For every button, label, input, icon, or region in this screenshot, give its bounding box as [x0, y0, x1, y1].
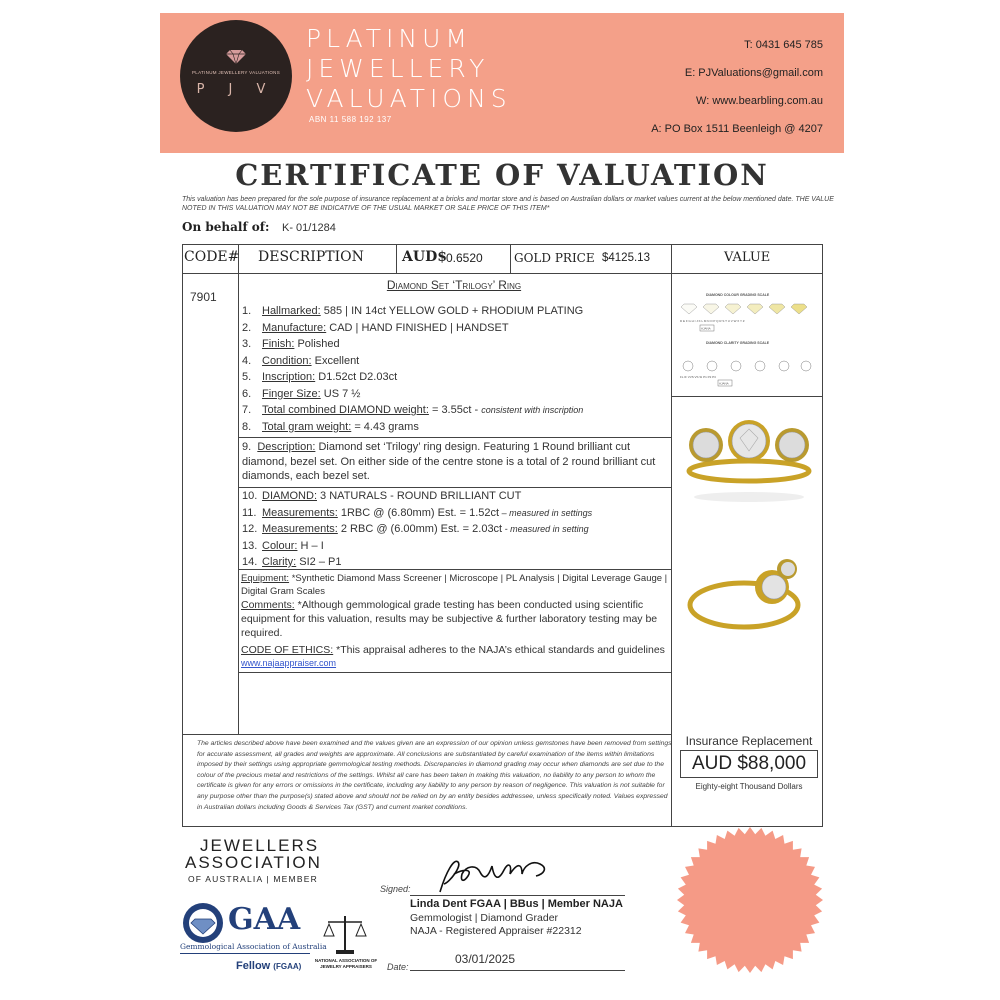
spec-item: 5. Inscription: D1.52ct D2.03ct — [242, 371, 398, 383]
comments-note: Comments: *Although gemmological grade testing has been conducted using scientific equipment for this valuation, results may be subjective & further laboratory testing may be required. — [241, 599, 658, 639]
table-divider — [182, 273, 823, 274]
signer-name: Linda Dent FGAA | BBus | Member NAJA — [410, 898, 623, 910]
brand-line: VALUATIONS — [306, 84, 512, 113]
brand-name — [306, 24, 512, 114]
logo-text: PLATINUM JEWELLERY VALUATIONS — [191, 70, 281, 75]
table-divider — [396, 244, 397, 274]
footnote-text: The articles described above have been examined and the values given are an expression of our opinion unless gemstones have been removed from settings for accurate assessment, all grades and weights are approximate. All conclusions are substantiated by careful examination of the items within limitations imposed by their settings using appropriate gemmological testing methods. Discrepancies in diamond grading may occur when diamonds are set due to the colour of the precious metal and restrictions of the settings. Whilst all care has been taken in making this valuation, no liability to any person to whom the certificate is given for any errors or omissions in the certificate, including any liability to any person by reason of negligence. This valuation is not suitable for any purpose other than the purpose(s) stated above and should not be relied on by an entity besides addressee, unless specifically noted. Values expressed in Australian dollars including Goods & Services Tax (GST) and current market conditions. — [197, 740, 672, 811]
col-description: DESCRIPTION — [258, 249, 364, 265]
brand-line: JEWELLERY — [306, 54, 490, 83]
abn-number: ABN 11 588 192 137 — [309, 115, 392, 124]
gaa-divider — [180, 953, 310, 954]
gaa-emblem-icon — [182, 902, 224, 944]
ring-side-image — [684, 545, 814, 645]
signature-image — [432, 852, 562, 896]
col-gold-label: GOLD PRICE — [514, 251, 595, 265]
disclaimer-text: This valuation has been prepared for the sole purpose of insurance replacement at a bricks and mortar store and is based on Australian dollars or market values current at the below mentioned date. THE VALUE NOTED IN THIS VALUATION MAY NOT BE INDICATIVE OF THE USUAL MARKET OR SALE PRICE OF THIS ITEM* — [182, 196, 834, 212]
page-title: CERTIFICATE OF VALUATION — [235, 158, 769, 192]
description-item: 9. Description: Diamond set ‘Trilogy’ ring design. Featuring 1 Round brilliant cut diamond, bezel set. On either side of the centre stone is a total of 2 round brilliant cut diamonds, each bezel set. — [242, 441, 656, 482]
table-divider — [238, 569, 671, 570]
spec-item: 13. Colour: H – I — [242, 539, 324, 552]
diamond-icon — [226, 50, 246, 64]
clarity-grades: FL IF VVS VS SI P1 P2 P3 — [680, 375, 716, 379]
gaa-fellow: Fellow (FGAA) — [236, 960, 302, 972]
contact-address: A: PO Box 1511 Beenleigh @ 4207 — [651, 123, 823, 135]
seal-sticker — [676, 826, 824, 974]
spec-item: 12. Measurements: 2 RBC @ (6.00mm) Est. = 2.03ct - measured in setting — [242, 523, 589, 535]
ja-logo-line: ASSOCIATION — [185, 853, 322, 872]
table-divider — [671, 396, 823, 397]
col-aud-value: 0.6520 — [446, 251, 483, 265]
on-behalf-label: On behalf of: — [182, 220, 270, 234]
spec-item: 3. Finish: Polished — [242, 338, 340, 350]
spec-item: 1. Hallmarked: 585 | IN 14ct YELLOW GOLD + RHODIUM PLATING — [242, 305, 584, 317]
date-value: 03/01/2025 — [454, 952, 516, 966]
signer-registration: NAJA - Registered Appraiser #22312 — [410, 925, 582, 937]
table-divider — [510, 244, 511, 274]
insurance-words: Eighty-eight Thousand Dollars — [695, 782, 803, 791]
ethics-note: CODE OF ETHICS: *This appraisal adheres to the NAJA’s ethical standards and guidelines — [241, 644, 665, 656]
col-code: CODE# — [184, 249, 240, 265]
logo-initials: P J V — [196, 82, 276, 97]
spec-item: 7. Total combined DIAMOND weight: = 3.55ct - consistent with inscription — [242, 404, 584, 416]
contact-phone: T: 0431 645 785 — [744, 39, 823, 51]
gaa-logo-text: GAA — [228, 902, 301, 937]
colour-scale-title: DIAMOND COLOUR GRADING SCALE — [706, 293, 770, 297]
equipment-note: Equipment: *Synthetic Diamond Mass Screener | Microscope | PL Analysis | Digital Leverage Gauge | Digital Gram Scales — [241, 573, 668, 597]
clarity-scale-circles — [683, 361, 811, 371]
spec-item: 10. DIAMOND: 3 NATURALS - ROUND BRILLIANT CUT — [242, 490, 522, 502]
spec-item: 14. Clarity: SI2 – P1 — [242, 556, 342, 568]
item-code: 7901 — [190, 290, 217, 304]
on-behalf-value: K- 01/1284 — [282, 222, 336, 234]
spec-item: 2. Manufacture: CAD | HAND FINISHED | HANDSET — [242, 321, 509, 334]
col-value: VALUE — [724, 250, 771, 265]
ja-logo-line: JEWELLERS — [200, 836, 320, 855]
signed-label: Signed: — [380, 884, 411, 894]
colour-grades: D E F G H I J K L M N O P Q R S T U V W X Y Z — [680, 319, 745, 323]
table-divider — [238, 672, 671, 673]
date-line — [410, 970, 625, 971]
spec-item: 11. Measurements: 1RBC @ (6.80mm) Est. = 1.52ct – measured in settings — [242, 506, 593, 519]
grading-chart — [676, 282, 818, 392]
date-label: Date: — [387, 962, 409, 972]
signature-line — [410, 895, 625, 896]
table-divider — [238, 487, 671, 488]
table-divider — [238, 437, 671, 438]
signer-role: Gemmologist | Diamond Grader — [410, 912, 559, 924]
table-divider — [238, 244, 239, 735]
naja-scales-icon — [322, 912, 368, 956]
naja-link[interactable]: www.najaappraiser.com — [241, 658, 337, 668]
contact-email[interactable]: E: PJValuations@gmail.com — [684, 67, 823, 79]
brand-line: PLATINUM — [306, 24, 472, 53]
gaa-full-name: Gemmological Association of Australia — [180, 942, 327, 951]
spec-item: 6. Finger Size: US 7 ½ — [242, 387, 361, 400]
naja-logo-text: NATIONAL ASSOCIATION OF JEWELRY APPRAISERS — [314, 958, 378, 969]
clarity-scale-title: DIAMOND CLARITY GRADING SCALE — [706, 341, 770, 345]
insurance-amount: AUD $88,000 — [680, 750, 818, 778]
ja-logo-line: OF AUSTRALIA | MEMBER — [188, 874, 318, 884]
contact-web[interactable]: W: www.bearbling.com.au — [696, 95, 823, 107]
ring-front-image — [684, 405, 814, 505]
item-title: Diamond Set ‘Trilogy’ Ring — [386, 278, 522, 292]
col-gold-value: $4125.13 — [602, 252, 650, 264]
grade-marker-text: AJANA — [701, 326, 711, 331]
colour-scale-diamonds — [681, 304, 807, 314]
col-aud-label: AUD$ — [402, 249, 447, 265]
grade-marker-text: AJANA — [719, 381, 729, 386]
insurance-label: Insurance Replacement — [685, 734, 813, 748]
pjv-logo — [180, 20, 292, 132]
table-divider — [182, 734, 671, 735]
spec-item: 4. Condition: Excellent — [242, 354, 360, 367]
spec-item: 8. Total gram weight: = 4.43 grams — [242, 420, 419, 433]
